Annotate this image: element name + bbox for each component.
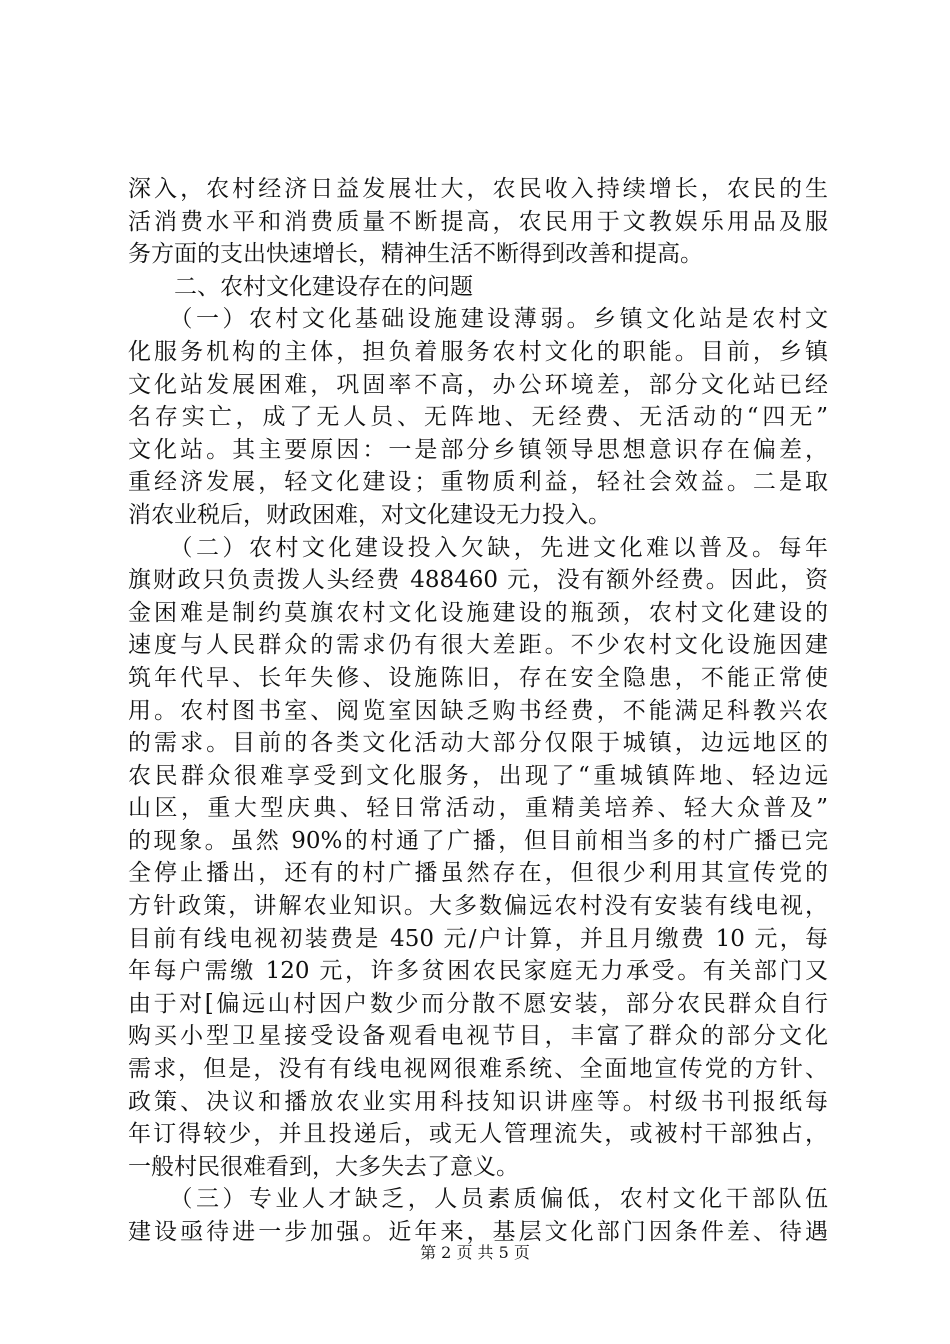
text-line: 建设亟待进一步加强。近年来，基层文化部门因条件差、待遇	[128, 1219, 828, 1245]
text-line: 方针政策，讲解农业知识。大多数偏远农村没有安装有线电视，	[128, 893, 828, 920]
text-line: 的现象。虽然 90%的村通了广播，但目前相当多的村广播已完	[128, 827, 828, 854]
text-line: 金困难是制约莫旗农村文化设施建设的瓶颈，农村文化建设的	[128, 599, 828, 626]
text-line: 消农业税后，财政困难，对文化建设无力投入。	[128, 501, 611, 528]
text-line: 化服务机构的主体，担负着服务农村文化的职能。目前，乡镇	[128, 338, 828, 365]
text-line: 务方面的支出快速增长，精神生活不断得到改善和提高。	[128, 241, 703, 268]
text-line: 旗财政只负责拨人头经费 488460 元，没有额外经费。因此，资	[128, 567, 828, 594]
text-line: 政策、决议和播放农业实用科技知识讲座等。村级书刊报纸每	[128, 1088, 828, 1115]
paragraph-infrastructure	[128, 303, 828, 531]
paragraph-investment	[128, 532, 828, 1184]
paragraph-personnel	[128, 1183, 828, 1248]
text-line: （一）农村文化基础设施建设薄弱。乡镇文化站是农村文	[128, 306, 828, 333]
text-line: 全停止播出，还有的村广播虽然存在，但很少利用其宣传党的	[128, 860, 828, 887]
text-line: 活消费水平和消费质量不断提高，农民用于文教娱乐用品及服	[128, 208, 828, 235]
text-line: 文化站。其主要原因：一是部分乡镇领导思想意识存在偏差，	[128, 436, 828, 463]
text-line: 年订得较少，并且投递后，或无人管理流失，或被村干部独占，	[128, 1121, 828, 1148]
text-line: 由于对[偏远山村因户数少而分散不愿安装，部分农民群众自行	[128, 990, 828, 1017]
text-line: 的需求。目前的各类文化活动大部分仅限于城镇，边远地区的	[128, 730, 828, 757]
section-heading	[128, 271, 828, 304]
heading-line: 二、农村文化建设存在的问题	[128, 273, 473, 300]
text-line: 名存实亡，成了无人员、无阵地、无经费、无活动的“四无”	[128, 404, 828, 431]
page-footer	[0, 1243, 950, 1263]
text-line: 用。农村图书室、阅览室因缺乏购书经费，不能满足科教兴农	[128, 697, 828, 724]
text-line: 需求，但是，没有有线电视网很难系统、全面地宣传党的方针、	[128, 1056, 828, 1083]
text-line: 筑年代早、长年失修、设施陈旧，存在安全隐患，不能正常使	[128, 664, 828, 691]
body-text	[128, 173, 828, 1249]
text-line: 农民群众很难享受到文化服务，出现了“重城镇阵地、轻边远	[128, 762, 828, 789]
page-number-label: 第 2 页 共 5 页	[420, 1243, 530, 1262]
text-line: 重经济发展，轻文化建设；重物质利益，轻社会效益。二是取	[128, 469, 828, 496]
paragraph-intro-continuation	[128, 173, 828, 271]
text-line: 深入，农村经济日益发展壮大，农民收入持续增长，农民的生	[128, 176, 828, 202]
text-line: 文化站发展困难，巩固率不高，办公环境差，部分文化站已经	[128, 371, 828, 398]
text-line: （三）专业人才缺乏，人员素质偏低，农村文化干部队伍	[128, 1186, 828, 1213]
text-line: （二）农村文化建设投入欠缺，先进文化难以普及。每年	[128, 534, 828, 561]
text-line: 速度与人民群众的需求仍有很大差距。不少农村文化设施因建	[128, 632, 828, 659]
text-line: 购买小型卫星接受设备观看电视节目，丰富了群众的部分文化	[128, 1023, 828, 1050]
text-line: 年每户需缴 120 元，许多贫困农民家庭无力承受。有关部门又	[128, 958, 828, 985]
text-line: 山区，重大型庆典、轻日常活动，重精美培养、轻大众普及”	[128, 795, 828, 822]
text-line: 目前有线电视初装费是 450 元/户计算，并且月缴费 10 元，每	[128, 925, 828, 952]
text-line: 一般村民很难看到，大多失去了意义。	[128, 1153, 519, 1180]
